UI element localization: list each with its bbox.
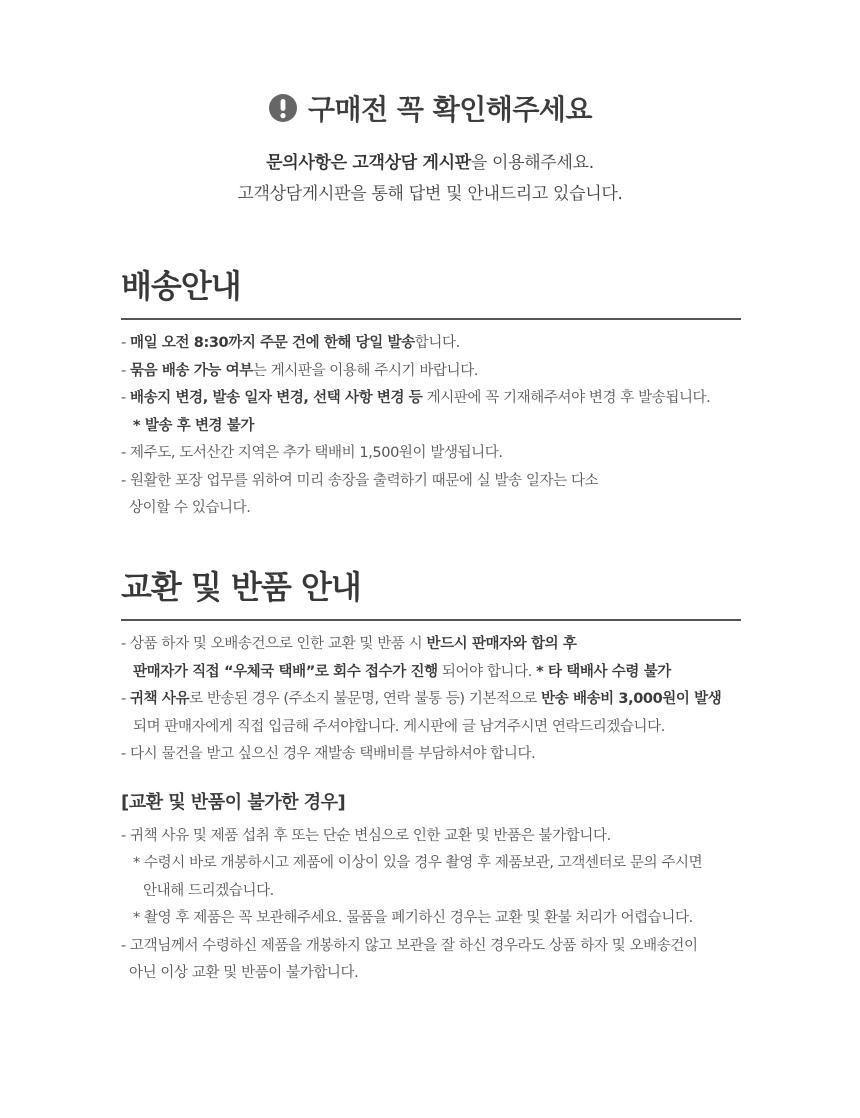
emphasis: * 타 택배사 수령 불가 <box>536 663 671 680</box>
emphasis: 매일 오전 8:30까지 주문 건에 한해 당일 발송 <box>130 335 415 351</box>
emphasis: 반송 배송비 3,000원이 발생 <box>541 691 722 707</box>
list-item <box>121 686 741 714</box>
exchange-subhead: [교환 및 반품이 불가한 경우] <box>121 791 346 813</box>
notice-title <box>268 88 592 128</box>
exclamation-circle-icon <box>268 93 298 123</box>
bullet: - <box>121 691 131 707</box>
list-note: * 촬영 후 제품은 꼭 보관해주세요. 물품을 폐기하신 경우는 교환 및 환불 처리가 어렵습니다. <box>133 910 693 926</box>
list-item-continued: 상이할 수 있습니다. <box>129 500 251 516</box>
list-note <box>121 413 741 441</box>
list-item <box>121 358 741 386</box>
exchange-section <box>121 565 741 988</box>
notice-title-text: 구매전 꼭 확인해주세요 <box>308 93 592 126</box>
list-item: - 제주도, 도서산간 지역은 추가 택배비 1,500원이 발생됩니다. <box>121 445 503 461</box>
list-item: - 귀책 사유 및 제품 섭취 후 또는 단순 변심으로 인한 교환 및 반품은 불가합니다. <box>121 827 611 844</box>
shipping-section <box>121 264 741 523</box>
emphasis: 판매자가 직접 “우체국 택배”로 회수 접수가 진행 <box>133 663 438 680</box>
bullet: - <box>121 362 131 379</box>
notice-line-1-rest: 을 이용해주세요. <box>470 153 594 173</box>
notice-block <box>0 88 860 210</box>
text: 게시판에 꼭 기재해주셔야 변경 후 발송됩니다. <box>422 390 711 406</box>
exchange-list <box>121 631 741 769</box>
text: 는 게시판을 이용해 주시기 바랍니다. <box>252 362 479 379</box>
list-item-continued: 아닌 이상 교환 및 반품이 불가합니다. <box>129 965 359 981</box>
list-item: - 고객님께서 수령하신 제품을 개봉하지 않고 보관을 잘 하신 경우라도 상품 하자 및 오배송건이 <box>121 937 698 954</box>
emphasis: * 발송 후 변경 불가 <box>133 417 255 434</box>
shipping-list <box>121 330 741 523</box>
notice-text <box>0 148 860 210</box>
list-note: * 수령시 바로 개봉하시고 제품에 이상이 있을 경우 촬영 후 제품보관, 고객센터로 문의 주시면 <box>133 855 703 871</box>
no-exchange-list <box>121 823 741 988</box>
list-item <box>121 330 741 358</box>
text: 로 반송된 경우 (주소지 불문명, 연락 불통 등) 기본적으로 <box>189 691 542 707</box>
bullet: - <box>121 390 131 406</box>
text: 되어야 합니다. <box>437 663 537 680</box>
text: - 상품 하자 및 오배송건으로 인한 교환 및 반품 시 <box>121 636 427 652</box>
list-item <box>121 631 741 659</box>
shipping-title: 배송안내 <box>121 264 741 320</box>
list-item <box>121 385 741 413</box>
notice-line-1 <box>0 148 860 179</box>
list-note-continued: 안내해 드리겠습니다. <box>143 882 274 899</box>
exchange-title: 교환 및 반품 안내 <box>121 565 741 621</box>
notice-line-2: 고객상담게시판을 통해 답변 및 안내드리고 있습니다. <box>237 184 623 204</box>
list-item: - 원활한 포장 업무를 위하여 미리 송장을 출력하기 때문에 실 발송 일자는 다소 <box>121 472 599 489</box>
list-item: - 다시 물건을 받고 싶으신 경우 재발송 택배비를 부담하셔야 합니다. <box>121 746 536 762</box>
text: 합니다. <box>414 335 460 351</box>
emphasis: 묶음 배송 가능 여부 <box>130 362 253 379</box>
bullet: - <box>121 335 131 351</box>
emphasis: 반드시 판매자와 합의 후 <box>426 636 577 652</box>
list-item-continued <box>121 659 741 687</box>
notice-line-1-bold: 문의사항은 고객상담 게시판 <box>266 153 471 173</box>
list-item-continued: 되며 판매자에게 직접 입금해 주셔야합니다. 게시판에 글 남겨주시면 연락드리겠습니다. <box>133 718 665 735</box>
emphasis: 배송지 변경, 발송 일자 변경, 선택 사항 변경 등 <box>130 390 423 406</box>
emphasis: 귀책 사유 <box>130 691 190 707</box>
